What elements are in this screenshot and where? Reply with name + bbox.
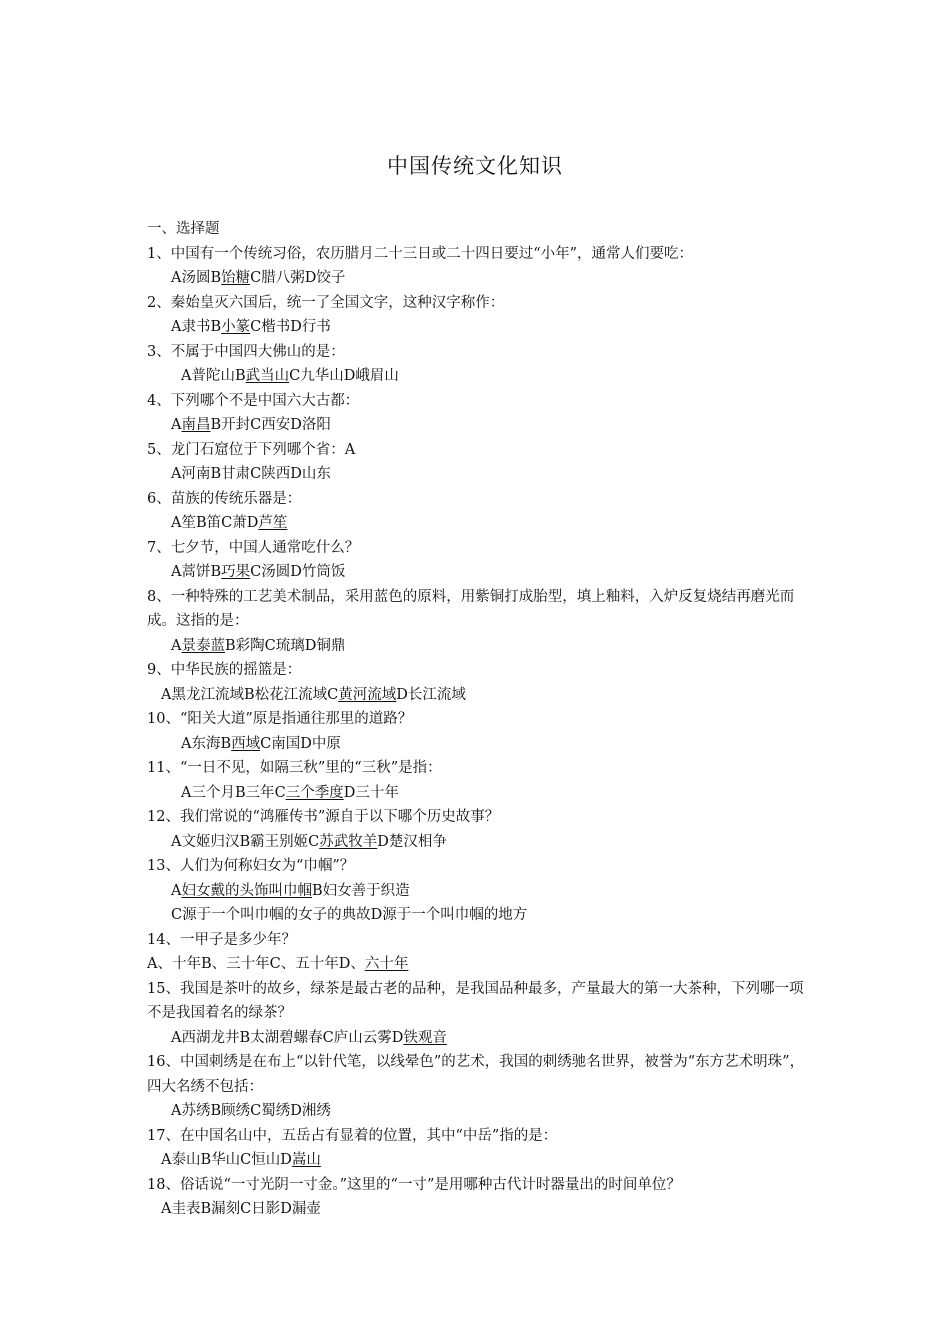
options-17: A泰山B华山C恒山D嵩山 [161,1152,321,1168]
options-4: A南昌B开封C西安D洛阳 [171,417,331,433]
options-13b: C源于一个叫巾帼的女子的典故D源于一个叫巾帼的地方 [171,907,528,923]
answer-1: 饴糖 [221,270,251,286]
question-5: 5、龙门石窟位于下列哪个省：A [147,441,356,458]
options-13a: A妇女戴的头饰叫巾帼B妇女善于织造 [171,882,410,899]
question-2: 2、秦始皇灭六国后，统一了全国文字，这种汉字称作： [147,294,505,311]
question-18: 18、俗话说“一寸光阴一寸金。”这里的“一寸”是用哪种古代计时器量出的时间单位？ [147,1176,681,1193]
question-13: 13、人们为何称妇女为“巾帼”？ [147,858,355,874]
quiz-content [147,217,807,1222]
answer-7: 巧果 [221,564,251,580]
options-16: A苏绣B顾绣C蜀绣D湘绣 [171,1103,331,1119]
options-18: A圭表B漏刻C日影D漏壶 [161,1201,321,1217]
options-5: A河南B甘肃C陕西D山东 [171,466,331,482]
options-7: A蒿饼B巧果C汤圆D竹筒饭 [171,564,346,580]
answer-14: 六十年 [364,956,409,972]
question-1: 1、中国有一个传统习俗，农历腊月二十三日或二十四日要过“小年”，通常人们要吃： [147,245,694,262]
question-11: 11、“一日不见，如隔三秋”里的“三秋”是指： [147,760,442,776]
options-14: A、十年B、三十年C、五十年D、六十年 [147,956,409,972]
options-10: A东海B西域C南国D中原 [181,735,341,752]
answer-9: 黄河流域 [338,686,397,703]
section-heading: 一、选择题 [147,221,220,237]
question-9: 9、中华民族的摇篮是： [147,662,302,678]
answer-3: 武当山 [245,368,290,384]
answer-17: 嵩山 [291,1152,321,1168]
question-10: 10、“阳关大道”原是指通往那里的道路？ [147,711,413,727]
options-12: A文姬归汉B霸王别姬C苏武牧羊D楚汉相争 [171,833,447,850]
options-8: A景泰蓝B彩陶C琉璃D铜鼎 [171,637,346,654]
options-15: A西湖龙井B太湖碧螺春C庐山云雾D铁观音 [171,1029,447,1046]
options-2: A隶书B小篆C楷书D行书 [171,319,331,335]
options-9: A黑龙江流域B松花江流域C黄河流域D长江流域 [161,686,466,703]
answer-11: 三个季度 [285,784,344,801]
question-3: 3、不属于中国四大佛山的是： [147,343,345,360]
question-14: 14、一甲子是多少年？ [147,931,296,948]
question-4: 4、下列哪个不是中国六大古都： [147,392,360,409]
options-3: A普陀山B武当山C九华山D峨眉山 [181,368,399,384]
question-12: 12、我们常说的“鸿雁传书”源自于以下哪个历史故事？ [147,809,500,825]
answer-15: 铁观音 [403,1029,447,1046]
question-17: 17、在中国名山中，五岳占有显着的位置，其中“中岳”指的是： [147,1127,558,1144]
answer-10: 西域 [231,735,261,752]
answer-6: 芦笙 [258,515,288,531]
answer-2: 小篆 [221,319,251,335]
question-15: 15、我国是茶叶的故乡，绿茶是最古老的品种，是我国品种最多，产量最大的第一大茶种，下列哪一项不是我国着名的绿茶？ [147,980,804,1021]
options-1: A汤圆B饴糖C腊八粥D饺子 [171,270,346,286]
document-title: 中国传统文化知识 [387,154,563,178]
question-6: 6、苗族的传统乐器是： [147,490,302,507]
answer-4: 南昌 [181,417,211,433]
options-6: A笙B笛C萧D芦笙 [171,515,288,531]
answer-8: 景泰蓝 [181,637,225,654]
answer-13: 妇女戴的头饰叫巾帼 [181,882,312,899]
answer-12: 苏武牧羊 [319,833,378,850]
question-8: 8、一种特殊的工艺美术制品，采用蓝色的原料，用紫铜打成胎型，填上釉料，入炉反复烧结再磨光而成。这指的是： [147,588,795,629]
question-7: 7、七夕节，中国人通常吃什么？ [147,539,360,556]
question-16: 16、中国刺绣是在布上“以针代笔，以线晕色”的艺术，我国的刺绣驰名世界，被誉为“东方艺术明珠”，四大名绣不包括： [147,1054,805,1095]
options-11: A三个月B三年C三个季度D三十年 [181,784,399,801]
